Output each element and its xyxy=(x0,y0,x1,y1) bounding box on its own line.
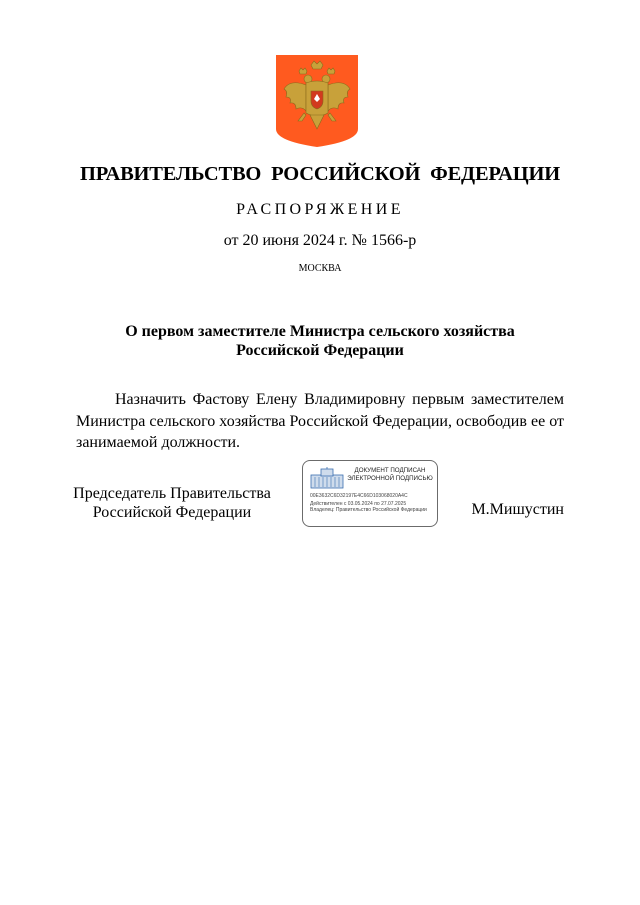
signer-name: М.Мишустин xyxy=(471,501,564,518)
government-building-icon xyxy=(309,467,345,489)
subject-line-2: Российской Федерации xyxy=(236,342,404,359)
signer-position-line-1: Председатель Правительства xyxy=(73,485,271,502)
stamp-serial: 00E3632C6D32197E4C66D103068020A4C xyxy=(310,493,408,499)
stamp-title-line-2: ЭЛЕКТРОННОЙ ПОДПИСЬЮ xyxy=(347,475,433,482)
stamp-title xyxy=(347,467,433,483)
stamp-title-line-1: ДОКУМЕНТ ПОДПИСАН xyxy=(354,467,426,474)
stamp-owner: Владелец: Правительство Российской Федерации xyxy=(310,507,427,513)
document-city: МОСКВА xyxy=(298,263,342,274)
government-title: ПРАВИТЕЛЬСТВО РОССИЙСКОЙ ФЕДЕРАЦИИ xyxy=(80,163,560,185)
subject-line-1: О первом заместителе Министра сельского хозяйства xyxy=(125,323,515,340)
coat-of-arms-icon xyxy=(276,55,358,147)
document-body: Назначить Фастову Елену Владимировну первым заместителем Министра сельского хозяйства Российской Федерации, освободив ее от занимаемой должности. xyxy=(76,391,564,451)
signer-position-line-2: Российской Федерации xyxy=(92,504,252,521)
document-type: РАСПОРЯЖЕНИЕ xyxy=(236,201,404,218)
stamp-validity: Действителен с 03.05.2024 по 27.07.2025 xyxy=(310,501,407,507)
document-subject xyxy=(100,322,540,360)
electronic-signature-stamp xyxy=(302,460,438,527)
document-date-number: от 20 июня 2024 г. № 1566-р xyxy=(223,232,417,249)
signer-position xyxy=(72,484,272,522)
